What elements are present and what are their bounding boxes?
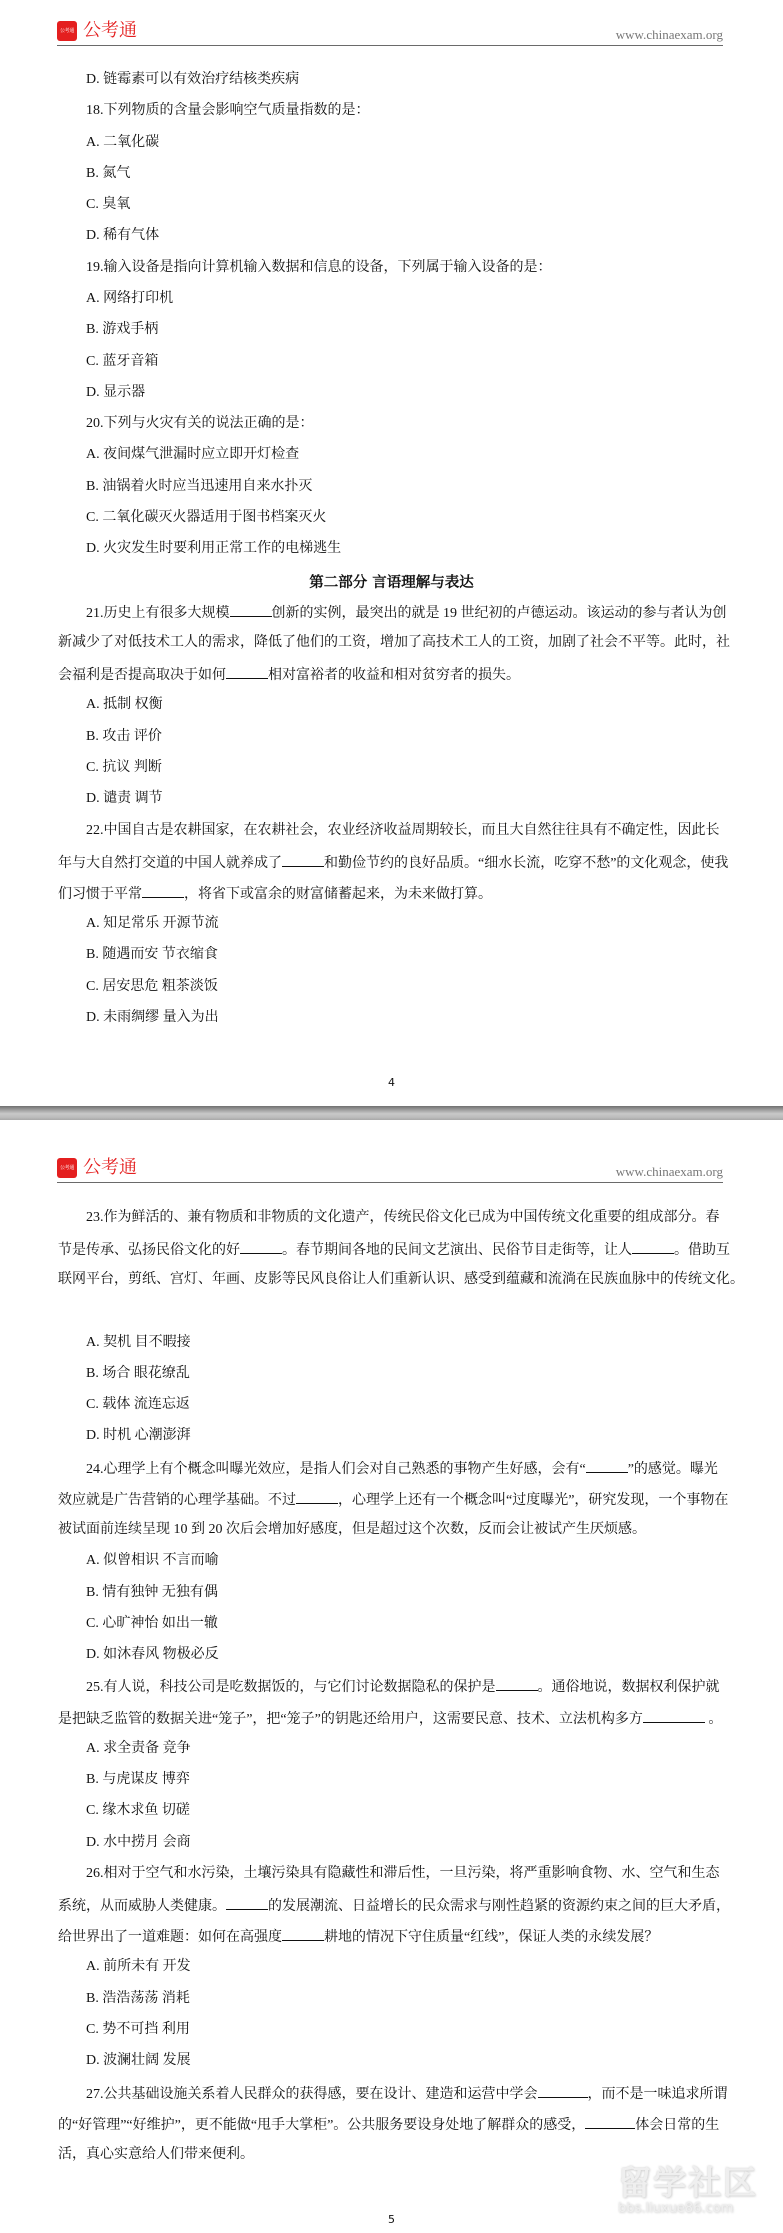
logo-text: 公考通 [83, 20, 137, 41]
q25-option-c: C. 缘木求鱼 切磋 [86, 1803, 190, 1818]
q25-line-2 [58, 1708, 722, 1730]
q21-option-c: C. 抗议 判断 [86, 760, 162, 775]
q19-option-a: A. 网络打印机 [86, 291, 174, 306]
q21-text: 21.历史上有很多大规模 [86, 606, 230, 621]
watermark-url: bbs.liuxue86.com [618, 2201, 734, 2216]
q22-option-b: B. 随遇而安 节衣缩食 [86, 947, 218, 962]
answer-blank [538, 2083, 588, 2098]
q19-option-c: C. 蓝牙音箱 [86, 354, 159, 369]
answer-blank [282, 852, 324, 867]
q22-option-d: D. 未雨绸缪 量入为出 [86, 1010, 219, 1025]
q19-option-d: D. 显示器 [86, 385, 146, 400]
q21-option-a: A. 抵制 权衡 [86, 697, 163, 712]
q27-text: 体会日常的生 [635, 2118, 720, 2133]
q25-option-d: D. 水中捞月 会商 [86, 1835, 191, 1850]
q23-option-b: B. 场合 眼花缭乱 [86, 1366, 190, 1381]
q26-line-3 [58, 1926, 658, 1948]
q20-option-c: C. 二氧化碳灭火器适用于图书档案灭火 [86, 510, 327, 525]
q24-line-2 [58, 1489, 728, 1511]
q20-option-a: A. 夜间煤气泄漏时应立即开灯检查 [86, 447, 300, 462]
q19-stem: 19.输入设备是指向计算机输入数据和信息的设备，下列属于输入设备的是： [86, 260, 552, 275]
q25-line-1 [86, 1676, 720, 1698]
answer-blank [226, 1895, 268, 1910]
page-header [57, 19, 723, 46]
answer-blank [586, 1458, 628, 1473]
q22-line-2 [58, 852, 728, 874]
q24-text: ，心理学上还有一个概念叫“过度曝光”，研究发现，一个事物在 [338, 1493, 729, 1508]
q18-option-a: A. 二氧化碳 [86, 135, 160, 150]
q23-line-1: 23.作为鲜活的、兼有物质和非物质的文化遗产，传统民俗文化已成为中国传统文化重要的组成部分。春 [86, 1210, 720, 1225]
site-url: www.chinaexam.org [615, 27, 723, 42]
q24-option-a: A. 似曾相识 不言而喻 [86, 1553, 219, 1568]
answer-blank [643, 1708, 705, 1723]
q20-stem: 20.下列与火灾有关的说法正确的是： [86, 416, 314, 431]
watermark [618, 2165, 768, 2217]
answer-blank [585, 2114, 635, 2129]
q22-option-a: A. 知足常乐 开源节流 [86, 916, 219, 931]
q26-line-2 [58, 1895, 730, 1917]
q22-text: 们习惯于平常 [58, 887, 142, 902]
page-number: 5 [388, 2213, 395, 2226]
logo-text: 公考通 [83, 1157, 137, 1178]
q26-text: 耕地的情况下守住质量“红线”，保证人类的永续发展？ [324, 1930, 659, 1945]
q26-option-c: C. 势不可挡 利用 [86, 2022, 190, 2037]
q25-option-a: A. 求全责备 竞争 [86, 1741, 191, 1756]
q22-option-c: C. 居安思危 粗茶淡饭 [86, 979, 218, 994]
q22-text: 年与大自然打交道的中国人就养成了 [58, 856, 282, 871]
document-page-4 [0, 0, 783, 1106]
q26-line-1: 26.相对于空气和水污染，土壤污染具有隐藏性和滞后性，一旦污染，将严重影响食物、水、空气和生态 [86, 1866, 720, 1881]
q23-line-2 [58, 1239, 730, 1261]
q21-option-d: D. 谴责 调节 [86, 791, 163, 806]
q23-option-c: C. 载体 流连忘返 [86, 1397, 190, 1412]
q24-option-c: C. 心旷神怡 如出一辙 [86, 1616, 218, 1631]
q24-text: ”的感觉。曝光 [627, 1462, 718, 1477]
q23-text: 。春节期间各地的民间文艺演出、民俗节目走街等，让人 [282, 1243, 632, 1258]
section-title: 第二部分 言语理解与表达 [309, 575, 474, 591]
q27-line-3: 活，真心实意给人们带来便利。 [58, 2147, 254, 2162]
q27-text: 27.公共基础设施关系着人民群众的获得感，要在设计、建造和运营中学会 [86, 2087, 538, 2102]
q22-text: 和勤俭节约的良好品质。“细水长流，吃穿不愁”的文化观念，使我 [324, 856, 729, 871]
q24-option-d: D. 如沐春风 物极必反 [86, 1647, 219, 1662]
answer-blank [496, 1676, 538, 1691]
q21-text: 创新的实例，最突出的就是 19 世纪初的卢德运动。该运动的参与者认为创 [271, 606, 727, 621]
q22-line-3 [58, 883, 492, 905]
q27-line-2 [58, 2114, 719, 2136]
logo-badge-icon: 公考通 [57, 1158, 77, 1178]
q20-option-d: D. 火灾发生时要利用正常工作的电梯逃生 [86, 541, 342, 556]
q23-text: 。借助互 [674, 1243, 730, 1258]
answer-blank [142, 883, 184, 898]
q24-text: 24.心理学上有个概念叫曝光效应，是指人们会对自己熟悉的事物产生好感，会有“ [86, 1462, 586, 1477]
q21-text: 相对富裕者的收益和相对贫穷者的损失。 [268, 668, 520, 683]
q23-line-3: 联网平台，剪纸、宫灯、年画、皮影等民风良俗让人们重新认识、感受到蕴藏和流淌在民族血脉中的传统文化。 [58, 1272, 744, 1287]
q18-option-b: B. 氮气 [86, 166, 131, 181]
q23-text: 节是传承、弘扬民俗文化的好 [58, 1243, 240, 1258]
q25-text: 。 [704, 1712, 723, 1727]
site-url: www.chinaexam.org [615, 1164, 723, 1179]
q25-text: 。通俗地说，数据权利保护就 [537, 1680, 720, 1695]
q20-option-b: B. 油锅着火时应当迅速用自来水扑灭 [86, 479, 313, 494]
q17-option-d: D. 链霉素可以有效治疗结核类疾病 [86, 72, 300, 87]
page-header [57, 1156, 723, 1183]
answer-blank [230, 602, 272, 617]
answer-blank [226, 664, 268, 679]
q23-option-d: D. 时机 心潮澎湃 [86, 1428, 191, 1443]
q21-text: 会福利是否提高取决于如何 [58, 668, 226, 683]
q25-text: 是把缺乏监管的数据关进“笼子”，把“笼子”的钥匙还给用户，这需要民意、技术、立法机构多方 [58, 1712, 643, 1727]
q24-text: 效应就是广告营销的心理学基础。不过 [58, 1493, 296, 1508]
q24-option-b: B. 情有独钟 无独有偶 [86, 1585, 218, 1600]
q23-option-a: A. 契机 目不暇接 [86, 1335, 191, 1350]
answer-blank [240, 1239, 282, 1254]
q18-option-c: C. 臭氧 [86, 197, 131, 212]
document-page-5 [0, 1120, 783, 2233]
q25-text: 25.有人说，科技公司是吃数据饭的，与它们讨论数据隐私的保护是 [86, 1680, 496, 1695]
q18-option-d: D. 稀有气体 [86, 228, 160, 243]
q26-text: 的发展潮流、日益增长的民众需求与刚性趋紧的资源约束之间的巨大矛盾， [268, 1899, 730, 1914]
answer-blank [296, 1489, 338, 1504]
page-separator [0, 1106, 783, 1120]
q24-line-3: 被试面前连续呈现 10 到 20 次后会增加好感度，但是超过这个次数，反而会让被试产生厌烦感。 [58, 1522, 646, 1537]
q21-line-2: 新减少了对低技术工人的需求，降低了他们的工资，增加了高技术工人的工资，加剧了社会不平等。此时，社 [58, 635, 730, 650]
q25-option-b: B. 与虎谋皮 博弈 [86, 1772, 190, 1787]
q27-line-1 [86, 2083, 728, 2105]
q26-option-d: D. 波澜壮阔 发展 [86, 2053, 191, 2068]
logo-badge-icon: 公考通 [57, 21, 77, 41]
q27-text: 的“好管理”“好维护”，更不能做“甩手大掌柜”。公共服务要设身处地了解群众的感受， [58, 2118, 586, 2133]
q26-option-a: A. 前所未有 开发 [86, 1959, 191, 1974]
answer-blank [282, 1926, 324, 1941]
q22-text: ，将省下或富余的财富储蓄起来，为未来做打算。 [184, 887, 492, 902]
page-number: 4 [388, 1076, 395, 1089]
q24-line-1 [86, 1458, 718, 1480]
q18-stem: 18.下列物质的含量会影响空气质量指数的是： [86, 103, 370, 118]
q21-line-1 [86, 602, 727, 624]
q26-text: 给世界出了一道难题：如何在高强度 [58, 1930, 282, 1945]
q21-line-3 [58, 664, 520, 686]
q22-line-1: 22.中国自古是农耕国家，在农耕社会，农业经济收益周期较长，而且大自然往往具有不确定性，因此长 [86, 823, 720, 838]
q21-option-b: B. 攻击 评价 [86, 729, 162, 744]
q27-text: ，而不是一味追求所谓 [587, 2087, 728, 2102]
watermark-title: 留学社区 [618, 2163, 758, 2202]
q26-option-b: B. 浩浩荡荡 消耗 [86, 1991, 190, 2006]
q19-option-b: B. 游戏手柄 [86, 322, 159, 337]
q26-text: 系统，从而威胁人类健康。 [58, 1899, 226, 1914]
answer-blank [632, 1239, 674, 1254]
